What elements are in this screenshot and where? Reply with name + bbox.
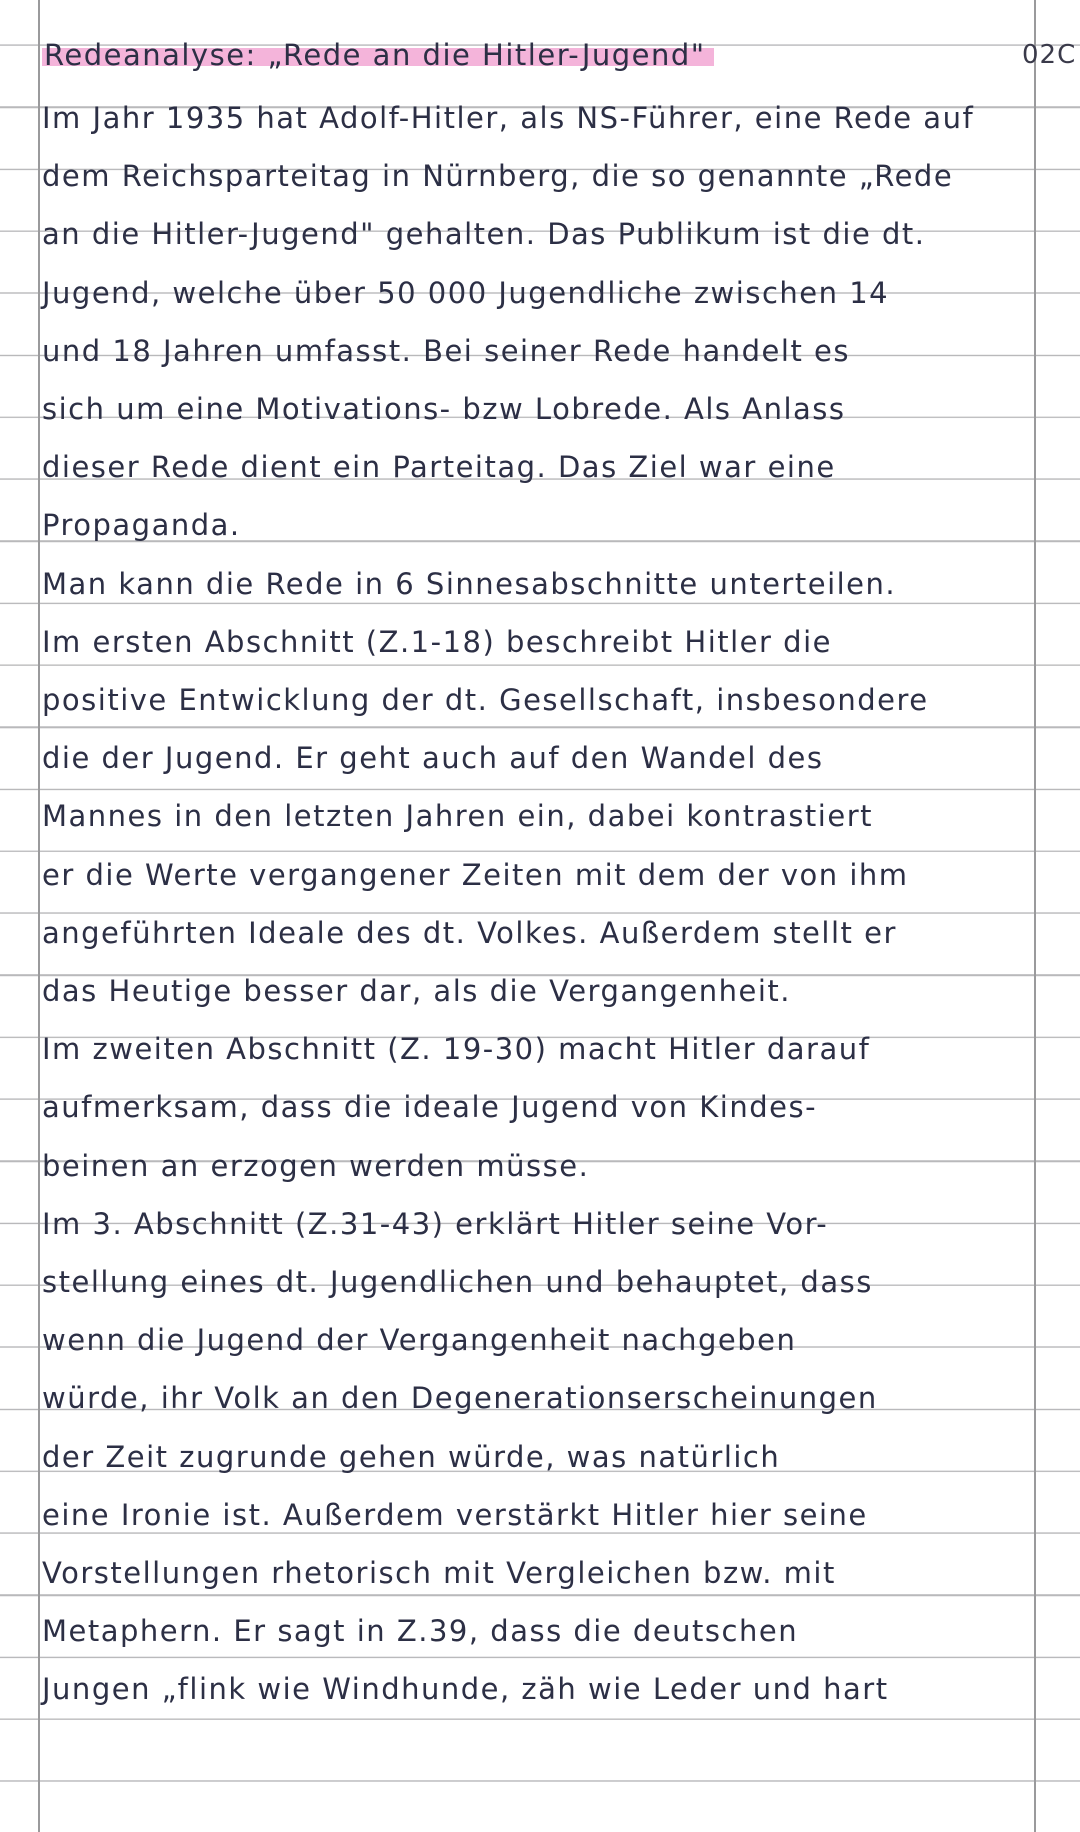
text-line: Im 3. Abschnitt (Z.31-43) erklärt Hitler seine Vor-	[42, 1206, 829, 1241]
text-line: an die Hitler-Jugend" gehalten. Das Publikum ist die dt.	[42, 217, 926, 252]
text-line: wenn die Jugend der Vergangenheit nachgeben	[42, 1323, 797, 1358]
text-line: Im zweiten Abschnitt (Z. 19-30) macht Hitler darauf	[42, 1032, 871, 1067]
text-line: Im ersten Abschnitt (Z.1-18) beschreibt Hitler die	[42, 624, 832, 659]
text-line: beinen an erzogen werden müsse.	[42, 1148, 590, 1183]
text-line: eine Ironie ist. Außerdem verstärkt Hitler hier seine	[42, 1497, 868, 1532]
text-line: positive Entwicklung der dt. Gesellschaft, insbesondere	[42, 683, 929, 717]
text-line: Vorstellungen rhetorisch mit Vergleichen bzw. mit	[42, 1556, 836, 1590]
text-line: dem Reichsparteitag in Nürnberg, die so genannte „Rede	[42, 159, 954, 194]
text-line: sich um eine Motivations- bzw Lobrede. Als Anlass	[42, 392, 846, 426]
text-line: Metaphern. Er sagt in Z.39, dass die deutschen	[42, 1614, 799, 1649]
text-line: Mannes in den letzten Jahren ein, dabei kontrastiert	[42, 799, 873, 834]
right-margin-line	[1034, 0, 1036, 1832]
title-line	[42, 24, 714, 86]
text-line: Im Jahr 1935 hat Adolf-Hitler, als NS-Führer, eine Rede auf	[42, 101, 975, 135]
text-line: würde, ihr Volk an den Degenerationserscheinungen	[42, 1381, 878, 1416]
text-line: Jugend, welche über 50 000 Jugendliche zwischen 14	[42, 275, 890, 310]
text-line: Jungen „flink wie Windhunde, zäh wie Leder und hart	[42, 1672, 889, 1707]
page-number: 02C	[1022, 40, 1077, 70]
text-line: stellung eines dt. Jugendlichen und behauptet, dass	[42, 1265, 873, 1299]
text-line: die der Jugend. Er geht auch auf den Wandel des	[42, 741, 824, 776]
text-line: das Heutige besser dar, als die Vergangenheit.	[42, 974, 791, 1008]
text-line: aufmerksam, dass die ideale Jugend von Kindes-	[42, 1090, 818, 1125]
text-line: er die Werte vergangener Zeiten mit dem der von ihm	[42, 857, 909, 892]
text-line: Man kann die Rede in 6 Sinnesabschnitte unterteilen.	[42, 566, 897, 601]
text-line: angeführten Ideale des dt. Volkes. Außerdem stellt er	[42, 915, 897, 950]
page-title: Redeanalyse: „Rede an die Hitler-Jugend"	[42, 38, 714, 72]
text-line: der Zeit zugrunde gehen würde, was natürlich	[42, 1439, 781, 1474]
text-line: dieser Rede dient ein Parteitag. Das Ziel war eine	[42, 450, 836, 485]
left-margin-line	[38, 0, 40, 1832]
text-line: und 18 Jahren umfasst. Bei seiner Rede handelt es	[42, 333, 850, 368]
text-line: Propaganda.	[42, 508, 241, 543]
